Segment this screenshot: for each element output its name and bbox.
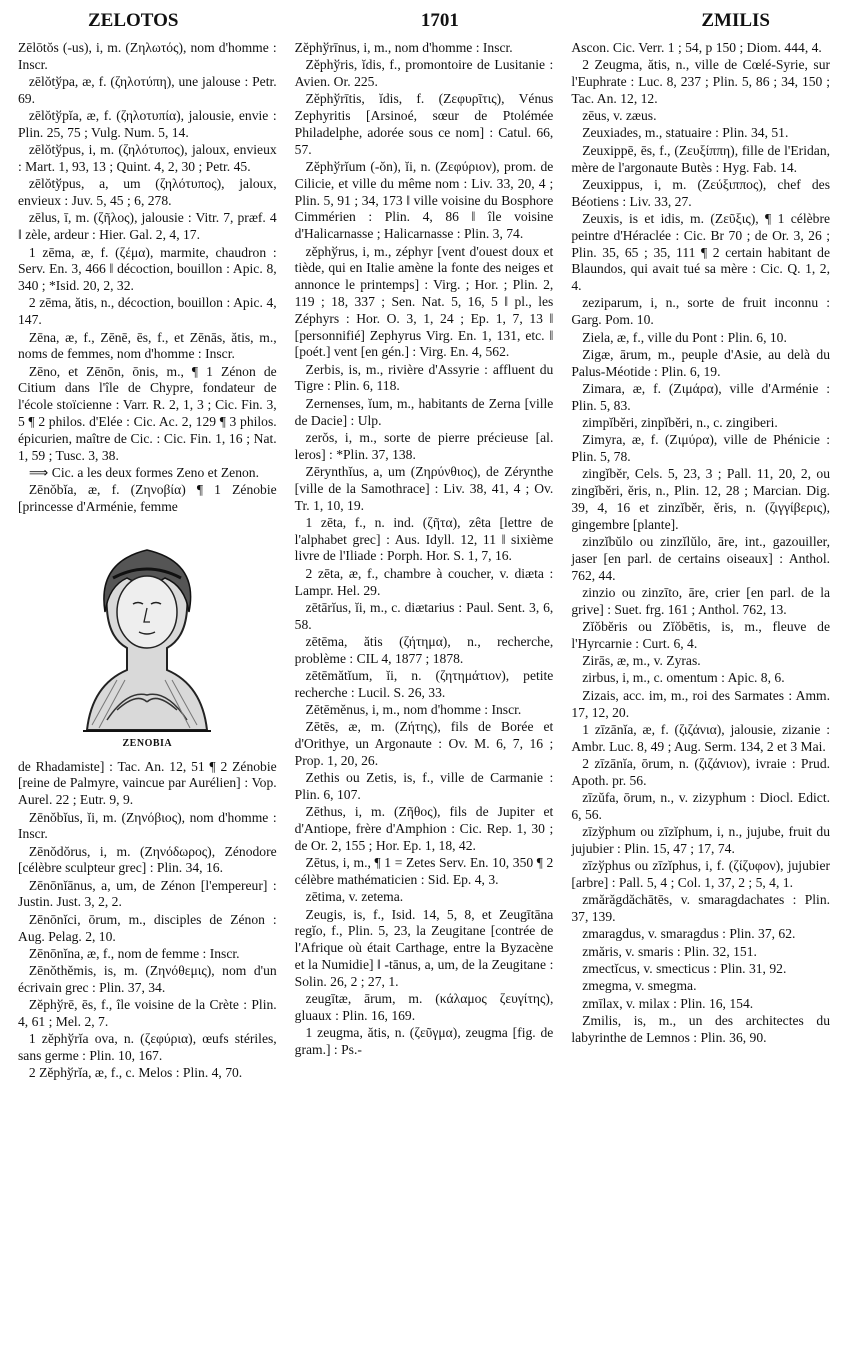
dictionary-entry: Zerbis, is, m., rivière d'Assyrie : affluent du Tigre : Plin. 6, 118. [294,361,554,394]
dictionary-entry: Zētēs, æ, m. (Ζήτης), fils de Borée et d'Orithye, un Argonaute : Ov. M. 6, 7, 16 ; Prop. 1, 20, 26. [294,719,554,768]
column-1 [18,40,277,1083]
dictionary-entry: zerŏs, i, m., sorte de pierre précieuse [al. leros] : *Plin. 37, 138. [294,429,554,462]
dictionary-entry: zēlŏtўpus, i, m. (ζηλότυπος), jaloux, envieux : Mart. 1, 93, 13 ; Quint. 4, 2, 30 ; Petr. 45. [18,142,277,175]
dictionary-entry: Zeuxis, is et idis, m. (Ζεῦξις), ¶ 1 célèbre peintre d'Héraclée : Cic. Br 70 ; de Or. 3, 26 ; Plin. 35, 65 ; 35, 111 ¶ 2 certain habitant de Blaundos, qui avait tué sa mère : Cic. Q. 1, 2, 4. [571,210,831,294]
dictionary-entry: Zēnŏdŏrus, i, m. (Ζηνόδωρος), Zénodore [célèbre sculpteur grec] : Plin. 34, 16. [18,843,277,876]
dictionary-entry: Ascon. Cic. Verr. 1 ; 54, p 150 ; Diom. 444, 4. [571,40,822,55]
dictionary-entry: Zēlōtŏs (-us), i, m. (Ζηλωτός), nom d'homme : Inscr. [18,40,277,72]
dictionary-entry: Zēna, æ, f., Zēnē, ēs, f., et Zēnās, ătis, m., noms de femmes, nom d'homme : Inscr. [18,329,277,362]
dictionary-entry: zētima, v. zetema. [305,889,404,905]
dictionary-entry: 2 zēma, ătis, n., décoction, bouillon : Apic. 4, 147. [18,295,277,328]
dictionary-entry: zētārĭus, ĭi, m., c. diætarius : Paul. Sent. 3, 6, 58. [294,599,554,632]
zenobia-portrait-image [47,520,247,736]
dictionary-entry: 2 zēta, æ, f., chambre à coucher, v. diæta : Lampr. Hel. 29. [294,565,554,598]
dictionary-entry: zeziparum, i, n., sorte de fruit inconnu : Garg. Pom. 10. [571,295,831,328]
dictionary-entry: zētēmătĭum, ĭi, n. (ζητημάτιον), petite recherche : Lucil. S. 26, 33. [294,667,554,700]
dictionary-entry: zinzio ou zinzīto, āre, crier [en parl. de la grive] : Suet. frg. 161 ; Anthol. 762, 13. [571,585,831,617]
dictionary-entry: zēus, v. zæus. [582,108,657,124]
dictionary-entry: Zētēmĕnus, i, m., nom d'homme : Inscr. [305,702,522,718]
zenobia-figure [18,520,277,753]
dictionary-entry: Zeuxiades, m., statuaire : Plin. 34, 51. [582,125,789,141]
dictionary-entry: zinzĭbŭlo ou zinzĭlŭlo, āre, int., gazouiller, jaser [en parl. de certains oiseaux] : Anthol. 762, 44. [571,534,831,583]
dictionary-entry: zmectĭcus, v. smecticus : Plin. 31, 92. [582,961,787,977]
dictionary-entry: Zēnŏthĕmis, is, m. (Ζηνόθεμις), nom d'un écrivain grec : Plin. 37, 34. [18,963,277,995]
dictionary-entry: 2 zīzānĭa, ōrum, n. (ζιζάνιον), ivraie : Prud. Apoth. pr. 56. [571,755,831,788]
dictionary-entry: Zĕphўrītis, ĭdis, f. (Ζεφυρῖτις), Vénus Zephyritis [Arsinoé, sœur de Ptolémée Philadelphe, adorée sous ce nom] : Catul. 66, 57. [294,91,554,157]
running-head [18,6,830,40]
dictionary-entry: zēlŏtўpĭa, æ, f. (ζηλοτυπία), jalousie, envie : Plin. 25, 75 ; Vulg. Num. 5, 14. [18,108,277,140]
dictionary-entry: zmīlax, v. milax : Plin. 16, 154. [582,995,754,1011]
dictionary-entry: Zĕphўris, ĭdis, f., promontoire de Lusitanie : Avien. Or. 225. [294,57,554,90]
dictionary-entry: Zēthus, i, m. (Ζῆθος), fils de Jupiter et d'Antiope, frère d'Amphion : Cic. Rep. 1, 30 ; de Or. 2, 155 ; Hor. Ep. 1, 18, 42. [294,804,554,853]
dictionary-entry: de Rhadamiste] : Tac. An. 12, 51 ¶ 2 Zénobie [reine de Palmyre, vaincue par Aurélien] : Vop. Aurel. 22 ; Eutr. 9, 9. [18,758,277,808]
dictionary-entry: zīzўphum ou zīzĭphum, i, n., jujube, fruit du jujubier : Plin. 15, 47 ; 17, 74. [571,824,831,856]
dictionary-entry: zīzўphus ou zīzĭphus, i, f. (ζίζυφον), jujubier [arbre] : Pall. 5, 4 ; Col. 1, 37, 2 ; 5, 4, 1. [571,858,831,891]
dictionary-entry: 1 zīzānĭa, æ, f. (ζιζάνια), jalousie, zizanie : Ambr. Luc. 8, 49 ; Aug. Serm. 134, 2 et 3 Mai. [571,721,831,754]
figure-caption: ZENOBIA [122,737,173,749]
dictionary-entry: Zizais, acc. im, m., roi des Sarmates : Amm. 17, 12, 20. [571,687,831,720]
dictionary-entry: Zernenses, ĭum, m., habitants de Zerna [ville de Dacie] : Ulp. [294,395,554,428]
dictionary-entry: zmaragdus, v. smaragdus : Plin. 37, 62. [582,926,796,942]
column-2 [295,40,554,1083]
columns [18,40,830,1083]
dictionary-entry: 1 zĕphўrĭa ova, n. (ζεφύρια), œufs stériles, sans germe : Plin. 10, 167. [18,1031,277,1064]
header-left-guideword: ZELOTOS [88,10,179,31]
dictionary-entry: zĕphўrus, i, m., zéphyr [vent d'ouest doux et tiède, qui en Italie amène la fonte des neiges et annonce le printemps] : Virg. ; Hor. ; Plin. 2, 119 ; 18, 337 ; Sen. Nat. 5, 16, 5 ‖ pl., les Zéphyrs : Hor. O. 3, 1, 24 ; Ep. 1, 7, 13 ‖ [personnifié] Zephyrus Virg. En. 1, 131, etc. ‖ [poét.] vent [en gén.] : Virg. En. 4, 562. [294,243,554,360]
dictionary-entry: Zēnōnĭānus, a, um, de Zénon [l'empereur] : Justin. Just. 3, 2, 2. [18,877,277,910]
dictionary-entry: 1 zeugma, ătis, n. (ζεῦγμα), zeugma [fig. de gram.] : Ps.- [294,1025,554,1058]
dictionary-entry: zmăris, v. smaris : Plin. 32, 151. [582,943,757,959]
dictionary-entry: Zĕphўrīnus, i, m., nom d'homme : Inscr. [294,40,513,55]
page-number: 1701 [420,10,459,31]
dictionary-entry: Zēnōnĭna, æ, f., nom de femme : Inscr. [28,945,240,961]
dictionary-entry: Zeuxippē, ēs, f., (Ζευξίππη), fille de l'Eridan, mère de l'argonaute Butès : Hyg. Fab. 14. [571,142,831,175]
dictionary-entry: Zēnŏbĭa, æ, f. (Ζηνοβία) ¶ 1 Zénobie [princesse d'Arménie, femme [18,482,277,515]
dictionary-entry: Zēno, et Zēnōn, ōnis, m., ¶ 1 Zénon de Citium dans l'île de Chypre, fondateur de l'école stoïcienne : Varr. R. 2, 1, 3 ; Cic. Fin. 3, 5 ¶ 2 philos. d'Elée : Cic. Ac. 2, 129 ¶ 3 philos. épicurien, maître de Cic. : Cic. Fin. 1, 16 ; Nat. 1, 59 ; Tusc. 3, 38. [18,363,277,463]
dictionary-entry: zingĭbĕr, Cels. 5, 23, 3 ; Pall. 11, 20, 2, ou zingĭbĕri, ĕris, n., Plin. 12, 28 ; Marcian. Dig. 39, 4, 16 et zinzĭbĕr, ĕris, n. (ζιγγίβερις), gingembre [plante]. [571,466,831,532]
dictionary-entry: zmegma, v. smegma. [582,978,697,994]
dictionary-entry: Zĕphўrĭum (-ŏn), ĭi, n. (Ζεφύριον), prom. de Cilicie, et ville du même nom : Liv. 33, 20, 4 ; Plin. 5, 91 ; 34, 173 ‖ ville voisine du Bosphore Cimmérien : Plin. 4, 86 ‖ île voisine d'Halicarnasse ; Halicarnasse : Plin. 3, 74. [294,159,554,242]
dictionary-entry: Zmilis, is, m., un des architectes du labyrinthe de Lemnos : Plin. 36, 90. [571,1012,831,1045]
dictionary-entry: zeugītæ, ārum, m. (κάλαμος ζευγίτης), gluaux : Plin. 16, 169. [294,991,554,1023]
dictionary-entry: Zimyra, æ, f. (Ζιμύρα), ville de Phénicie : Plin. 5, 78. [571,432,831,465]
dictionary-entry: Zĕphўrē, ēs, f., île voisine de la Crète : Plin. 4, 61 ; Mel. 2, 7. [18,997,277,1030]
dictionary-entry: Zeuxippus, i, m. (Ζεύξιππος), chef des Béotiens : Liv. 33, 27. [571,176,831,209]
dictionary-entry: zēlus, ī, m. (ζῆλος), jalousie : Vitr. 7, præf. 4 ‖ zèle, ardeur : Hier. Gal. 2, 4, 17. [18,210,277,243]
dictionary-entry: Ziela, æ, f., ville du Pont : Plin. 6, 10. [582,329,787,345]
column-1-top-entries [18,40,277,516]
dictionary-entry: Zethis ou Zetis, is, f., ville de Carmanie : Plin. 6, 107. [294,770,554,803]
dictionary-entry: zēlŏtўpa, æ, f. (ζηλοτύπη), une jalouse : Petr. 69. [18,74,277,106]
dictionary-entry: Zērynthĭus, a, um (Ζηρύνθιος), de Zérynthe [ville de la Samothrace] : Liv. 38, 41, 4 ; Ov. Tr. 1, 10, 19. [294,463,554,513]
column-3 [571,40,830,1083]
dictionary-entry: 1 zēta, f., n. ind. (ζῆτα), zêta [lettre de l'alphabet grec] : Aus. Idyll. 12, 11 ‖ sixième livre de l'Iliade : Porph. Hor. S. 1, 7, 16. [294,514,554,564]
dictionary-entry: Zeugis, is, f., Isid. 14, 5, 8, et Zeugītāna regĭo, f., Plin. 5, 23, la Zeugitane [contrée de l'Afrique où était Carthage, entre la Byzacène et la Numidie] ‖ -tānus, a, um, de la Zeugitane : Solin. 26, 2 ; 27, 1. [294,906,554,989]
dictionary-entry: zirbus, i, m., c. omentum : Apic. 8, 6. [582,670,785,686]
dictionary-entry: Zirās, æ, m., v. Zyras. [582,653,701,669]
dictionary-entry: Zēnōnĭci, ōrum, m., disciples de Zénon : Aug. Pelag. 2, 10. [18,911,277,944]
header-right-guideword: ZMILIS [701,10,770,31]
dictionary-entry: Zigæ, ārum, m., peuple d'Asie, au delà du Palus-Méotide : Plin. 6, 19. [571,346,831,379]
dictionary-entry: zēlŏtўpus, a, um (ζηλότυπος), jaloux, envieux : Juv. 5, 45 ; 6, 278. [18,176,277,209]
dictionary-entry: zētēma, ătis (ζήτημα), n., recherche, problème : CIL 4, 1877 ; 1878. [294,633,554,666]
dictionary-entry: 2 Zĕphўrĭa, æ, f., c. Melos : Plin. 4, 70. [28,1065,243,1081]
dictionary-entry: Zĭŏbĕris ou Zĭŏbētis, is, m., fleuve de l'Hyrcarnie : Curt. 6, 4. [571,619,831,651]
dictionary-entry: 2 Zeugma, ătis, n., ville de Cœlé-Syrie, sur l'Euphrate : Luc. 8, 237 ; Plin. 5, 86 ; 34, 150 ; Tac. An. 12, 12. [571,57,831,106]
dictionary-entry: zmărăgdăchātēs, v. smaragdachates : Plin. 37, 139. [571,892,831,925]
dictionary-entry: ⟹ Cic. a les deux formes Zeno et Zenon. [28,464,259,480]
dictionary-entry: Zēnŏbĭus, ĭi, m. (Ζηνόβιος), nom d'homme : Inscr. [18,809,277,842]
column-1-bottom-entries [18,759,277,1083]
dictionary-entry: Zimara, æ, f. (Ζιμάρα), ville d'Arménie : Plin. 5, 83. [571,380,831,413]
dictionary-entry: 1 zēma, æ, f. (ζέμα), marmite, chaudron : Serv. En. 3, 466 ‖ décoction, bouillon : Apic. 8, 340 ; *Isid. 20, 2, 32. [18,244,277,294]
dictionary-entry: zimpĭbĕri, zinpĭbĕri, n., c. zingiberi. [582,415,778,431]
dictionary-entry: zīzŭfa, ōrum, n., v. zizyphum : Diocl. Edict. 6, 56. [571,790,831,822]
dictionary-entry: Zētus, i, m., ¶ 1 = Zetes Serv. En. 10, 350 ¶ 2 célèbre mathématicien : Sid. Ep. 4, 3. [294,855,554,888]
